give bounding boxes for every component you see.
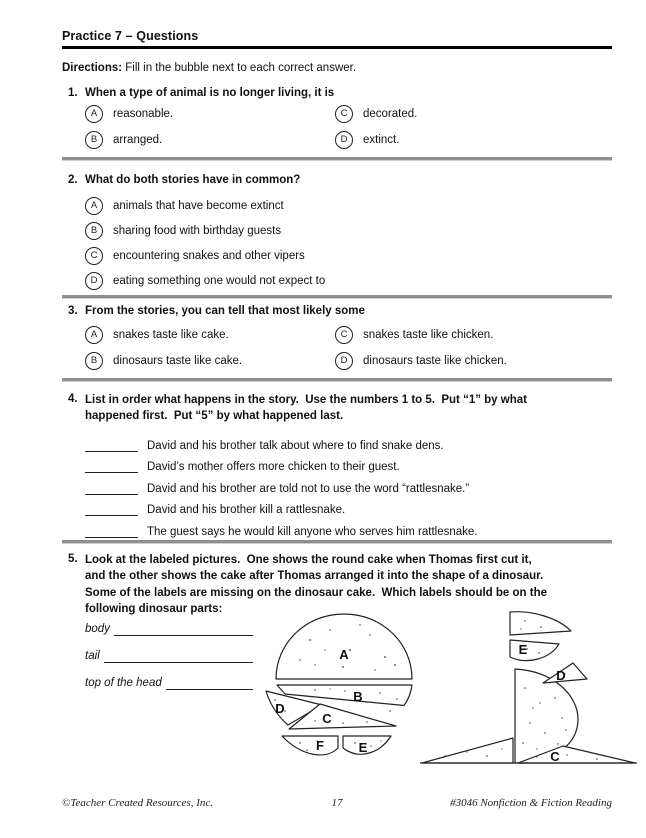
sequence-item (85, 496, 612, 518)
q1-option-c (335, 101, 612, 127)
divider (62, 157, 612, 161)
header-rule (62, 46, 612, 49)
q2-option-d-text: eating something one would not expect to (113, 274, 326, 287)
question-5-text-line4: following dinosaur parts: (85, 603, 223, 615)
q1-option-a-text: reasonable. (113, 108, 174, 120)
cake-label-b: B (353, 689, 363, 704)
part-blank-top-of-head[interactable] (166, 677, 253, 690)
q1-option-b-text: arranged. (113, 134, 163, 146)
part-row-body (85, 622, 253, 636)
sequence-item-5-text: The guest says he would kill anyone who serves him rattlesnake. (147, 525, 478, 538)
part-row-top-of-head (85, 676, 253, 690)
q2-option-c-text: encountering snakes and other vipers (113, 249, 305, 262)
cake-label-a: A (339, 647, 349, 662)
part-row-tail (85, 649, 253, 663)
question-1-number: 1. (68, 87, 78, 99)
sequence-blank-5[interactable] (85, 524, 138, 538)
question-3-number: 3. (68, 305, 78, 317)
sequence-blank-4[interactable] (85, 502, 138, 516)
question-2-number: 2. (68, 174, 78, 186)
directions-text: Fill in the bubble next to each correct answer. (122, 62, 357, 74)
divider (62, 540, 612, 544)
page-title: Practice 7 – Questions (62, 29, 199, 43)
question-2-text: What do both stories have in common? (85, 174, 301, 186)
q3-option-a (85, 322, 335, 348)
sequence-item (85, 474, 612, 496)
q3-option-c (335, 322, 612, 348)
question-5-text-line3: Some of the labels are missing on the dinosaur cake. Which labels should be on the (85, 586, 548, 599)
question-4-text-line2: happened first. Put “5” by what happened last. (85, 410, 344, 422)
q2-option-a-text: animals that have become extinct (113, 199, 284, 212)
sequence-blank-3[interactable] (85, 481, 138, 495)
question-2 (62, 173, 612, 293)
sequence-item-1-text: David and his brother talk about where to find snake dens. (147, 439, 444, 452)
question-1 (62, 86, 612, 153)
cake-label-d: D (275, 701, 285, 716)
sequence-item-3-text: David and his brother are told not to use the word “rattlesnake.” (147, 482, 470, 495)
divider (62, 295, 612, 299)
footer-publisher: ©Teacher Created Resources, Inc. (62, 797, 214, 809)
sequence-item-2-text: David’s mother offers more chicken to their guest. (147, 461, 400, 473)
footer-page-number: 17 (331, 797, 343, 809)
q2-option-a (85, 193, 612, 218)
question-2-options (85, 193, 612, 293)
question-3-options (85, 322, 612, 374)
question-5-number: 5. (68, 552, 78, 565)
q3-option-b (85, 348, 335, 374)
q1-option-b (85, 127, 335, 153)
q3-bubble-a[interactable]: A (85, 326, 103, 344)
dinosaur-cake-diagram (415, 603, 640, 771)
q2-option-c (85, 243, 612, 268)
q3-option-c-text: snakes taste like chicken. (363, 329, 494, 341)
page-content (62, 0, 612, 618)
q1-option-a (85, 101, 335, 127)
cake-label-e: E (358, 740, 368, 755)
sequence-item (85, 453, 612, 475)
q3-option-b-text: dinosaurs taste like cake. (113, 355, 243, 367)
q3-option-d-text: dinosaurs taste like chicken. (363, 355, 507, 367)
cake-label-f: F (316, 738, 324, 753)
dino-label-d: D (556, 668, 566, 683)
part-label-body: body (85, 623, 110, 635)
part-blank-body[interactable] (114, 623, 253, 636)
divider (62, 378, 612, 382)
directions (62, 62, 612, 74)
question-1-options (85, 101, 612, 153)
q1-option-d (335, 127, 612, 153)
cake-label-c: C (322, 711, 332, 726)
question-5-text-line2: and the other shows the cake after Thomas arranged it into the shape of a dinosaur. (85, 570, 544, 582)
sequence-item (85, 431, 612, 453)
question-4-text-line1: List in order what happens in the story. Use the numbers 1 to 5. Put “1” by what (85, 394, 527, 406)
question-1-text: When a type of animal is no longer living, it is (85, 87, 335, 99)
q2-bubble-b[interactable]: B (85, 222, 103, 240)
sequence-blank-1[interactable] (85, 438, 138, 452)
q3-bubble-b[interactable]: B (85, 352, 103, 370)
dino-piece-top-of-head (510, 612, 571, 635)
footer-book-title: #3046 Nonfiction & Fiction Reading (450, 797, 612, 809)
part-label-tail: tail (85, 650, 100, 662)
q2-option-d (85, 268, 612, 293)
q3-bubble-c[interactable]: C (335, 326, 353, 344)
q1-bubble-c[interactable]: C (335, 105, 353, 123)
q2-bubble-d[interactable]: D (85, 272, 103, 290)
q2-bubble-a[interactable]: A (85, 197, 103, 215)
question-3-text: From the stories, you can tell that most likely some (85, 305, 365, 317)
q1-bubble-b[interactable]: B (85, 131, 103, 149)
question-4-items (85, 431, 612, 539)
dino-piece-e (510, 640, 559, 661)
cake-piece-f (282, 736, 338, 755)
q1-bubble-a[interactable]: A (85, 105, 103, 123)
q1-option-c-text: decorated. (363, 108, 418, 120)
directions-label: Directions: (62, 62, 123, 74)
question-3 (62, 304, 612, 374)
question-5-text-line1: Look at the labeled pictures. One shows the round cake when Thomas first cut it, (85, 553, 532, 566)
dino-piece-tail (422, 738, 513, 763)
q3-option-a-text: snakes taste like cake. (113, 329, 229, 341)
part-blank-tail[interactable] (104, 650, 253, 663)
part-label-top-of-head: top of the head (85, 677, 162, 689)
q3-option-d (335, 348, 612, 374)
round-cake-diagram (255, 595, 435, 777)
q2-bubble-c[interactable]: C (85, 247, 103, 265)
question-4 (62, 392, 612, 539)
sequence-blank-2[interactable] (85, 459, 138, 473)
sequence-item-4-text: David and his brother kill a rattlesnake. (147, 504, 346, 516)
dino-label-e: E (518, 642, 528, 657)
q1-bubble-d[interactable]: D (335, 131, 353, 149)
dino-label-c: C (550, 749, 560, 764)
q2-option-b-text: sharing food with birthday guests (113, 224, 282, 237)
question-4-number: 4. (68, 393, 78, 405)
q2-option-b (85, 218, 612, 243)
q1-option-d-text: extinct. (363, 134, 400, 146)
sequence-item (85, 517, 612, 539)
q3-bubble-d[interactable]: D (335, 352, 353, 370)
